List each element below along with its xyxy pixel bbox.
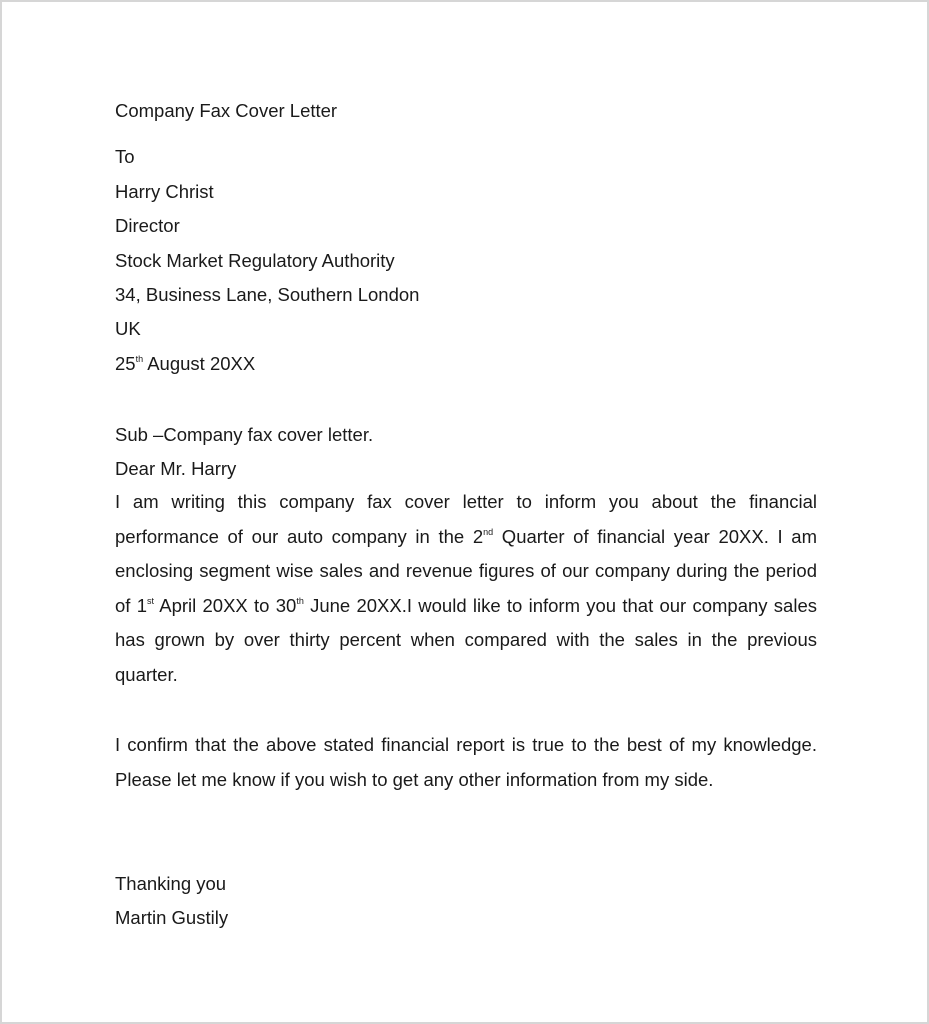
ordinal-suffix: st — [146, 595, 154, 606]
recipient-position: Director — [115, 215, 180, 236]
salutation: Dear Mr. Harry — [115, 458, 237, 479]
recipient-address: 34, Business Lane, Southern London — [115, 284, 420, 305]
paragraph1-text-1: I am writing this company fax cover letter to inform you about the financial performance of our auto company in the 2 — [115, 491, 817, 547]
date-rest: August 20XX — [143, 353, 256, 374]
recipient-country: UK — [115, 318, 141, 339]
paragraph1-text-2: Quarter of financial year 20XX. I am enclosing segment wise sales and revenue figures of our company during the period of 1 — [115, 525, 817, 616]
body-paragraph-1 — [115, 485, 817, 693]
letter-title: Company Fax Cover Letter — [115, 100, 338, 121]
signature-name: Martin Gustily — [115, 907, 229, 928]
ordinal-suffix: nd — [483, 526, 494, 537]
letter-date — [115, 353, 255, 375]
recipient-name: Harry Christ — [115, 181, 214, 202]
subject-line: Sub –Company fax cover letter. — [115, 424, 374, 445]
paragraph1-text-3: April 20XX to 30 — [154, 594, 297, 616]
recipient-organization: Stock Market Regulatory Authority — [115, 250, 395, 271]
body-paragraph-2: I confirm that the above stated financial report is true to the best of my knowledge. Please let me know if you wish to get any other information from my side. — [115, 734, 817, 790]
date-suffix: th — [135, 354, 144, 364]
closing: Thanking you — [115, 873, 227, 894]
date-day: 25 — [115, 353, 136, 374]
paragraph1-text-4: June 20XX.I would like to inform you that our company sales has grown by over thirty percent when compared with the sales in the previous quarter. — [115, 594, 817, 685]
ordinal-suffix: th — [296, 595, 304, 606]
to-label: To — [115, 146, 135, 167]
